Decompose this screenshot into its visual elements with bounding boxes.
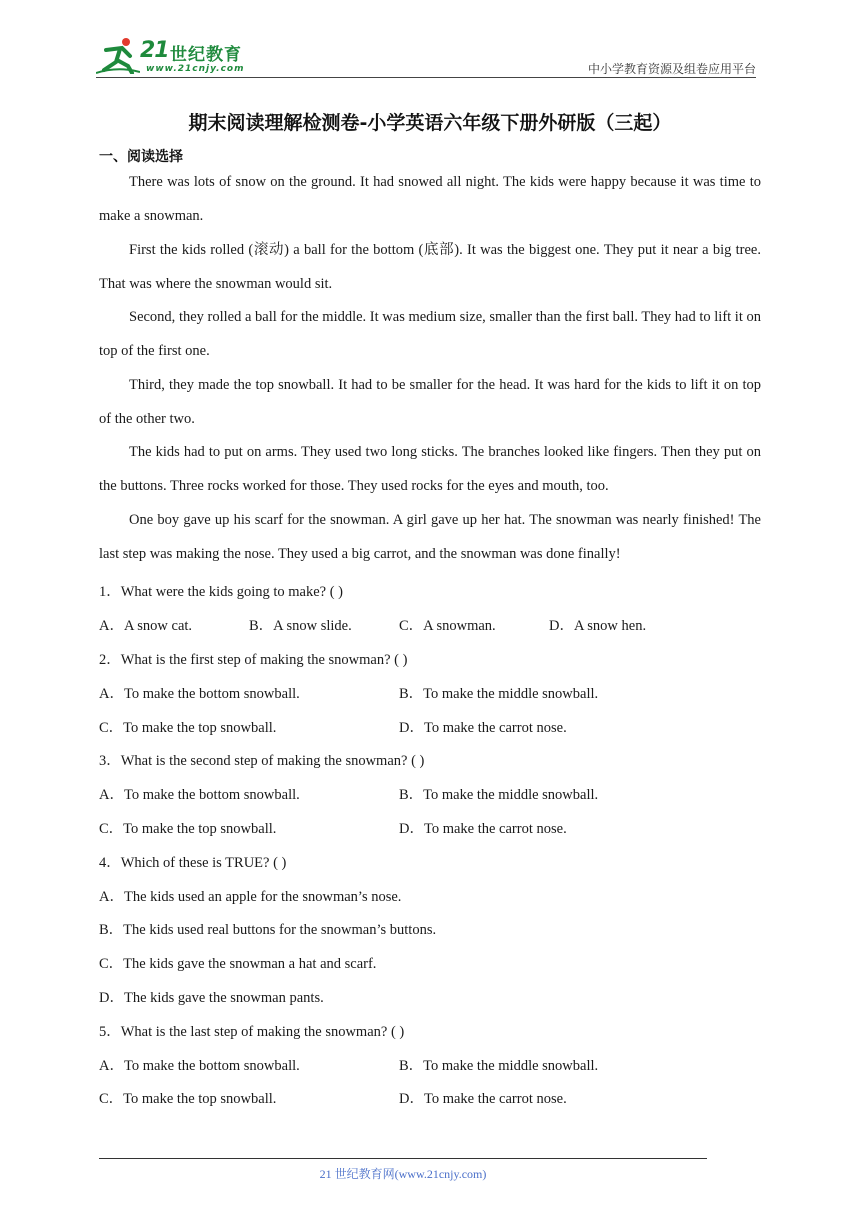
option-a[interactable]: A．To make the bottom snowball.	[99, 1058, 300, 1074]
question-stem: 1．What were the kids going to make? ( )	[99, 584, 344, 600]
logo-name: 世纪教育	[170, 45, 242, 65]
option-c[interactable]: C．A snowman.	[399, 618, 496, 634]
section-heading: 一、阅读选择	[99, 149, 183, 165]
header-divider	[96, 77, 756, 78]
option-c[interactable]: C．The kids gave the snowman a hat and scarf.	[99, 956, 377, 972]
footer-divider	[99, 1158, 707, 1159]
option-d[interactable]: D．To make the carrot nose.	[399, 821, 567, 837]
page-header	[96, 34, 756, 78]
option-a[interactable]: A．To make the bottom snowball.	[99, 787, 300, 803]
question-stem: 2．What is the first step of making the snowman? ( )	[99, 652, 408, 668]
option-a[interactable]: A．To make the bottom snowball.	[99, 686, 300, 702]
passage-paragraph: The kids had to put on arms. They used two long sticks. The branches looked like fingers. Then they put on the buttons. Three rocks worked for those. They used rocks for the eyes and mouth, too.	[99, 444, 761, 494]
passage-paragraph: There was lots of snow on the ground. It had snowed all night. The kids were happy because it was time to make a snowman.	[99, 174, 761, 224]
question-stem: 5．What is the last step of making the snowman? ( )	[99, 1024, 405, 1040]
logo-number: 21	[140, 38, 169, 63]
passage-paragraph: One boy gave up his scarf for the snowman. A girl gave up her hat. The snowman was nearly finished! The last step was making the nose. They used a big carrot, and the snowman was done finally!	[99, 512, 761, 562]
option-b[interactable]: B．To make the middle snowball.	[399, 1058, 599, 1074]
platform-label: 中小学教育资源及组卷应用平台	[587, 62, 756, 76]
option-c[interactable]: C．To make the top snowball.	[99, 821, 277, 837]
option-b[interactable]: B．A snow slide.	[249, 618, 352, 634]
logo-url: www.21cnjy.com	[146, 64, 245, 74]
passage-paragraph: Third, they made the top snowball. It had to be smaller for the head. It was hard for the kids to lift it on top of the other two.	[99, 377, 761, 427]
option-d[interactable]: D．To make the carrot nose.	[399, 720, 567, 736]
option-c[interactable]: C．To make the top snowball.	[99, 720, 277, 736]
option-a[interactable]: A．The kids used an apple for the snowman’s nose.	[99, 889, 402, 905]
option-c[interactable]: C．To make the top snowball.	[99, 1091, 277, 1107]
option-d[interactable]: D．To make the carrot nose.	[399, 1091, 567, 1107]
option-b[interactable]: B．The kids used real buttons for the snowman’s buttons.	[99, 922, 437, 938]
option-b[interactable]: B．To make the middle snowball.	[399, 787, 599, 803]
option-d[interactable]: D．A snow hen.	[549, 618, 647, 634]
site-logo	[96, 34, 256, 78]
option-b[interactable]: B．To make the middle snowball.	[399, 686, 599, 702]
page-title: 期末阅读理解检测卷-小学英语六年级下册外研版（三起）	[188, 112, 672, 134]
footer-link[interactable]: 21 世纪教育网(www.21cnjy.com)	[319, 1167, 487, 1181]
runner-icon	[96, 36, 140, 74]
option-a[interactable]: A．A snow cat.	[99, 618, 193, 634]
passage-paragraph: First the kids rolled (滚动) a ball for the bottom (底部). It was the biggest one. They put it near a big tree. That was where the snowman would sit.	[99, 242, 761, 292]
question-stem: 3．What is the second step of making the snowman? ( )	[99, 753, 425, 769]
passage-paragraph: Second, they rolled a ball for the middle. It was medium size, smaller than the first ball. They had to lift it on top of the first one.	[99, 309, 761, 359]
question-stem: 4．Which of these is TRUE? ( )	[99, 855, 287, 871]
option-d[interactable]: D．The kids gave the snowman pants.	[99, 990, 324, 1006]
